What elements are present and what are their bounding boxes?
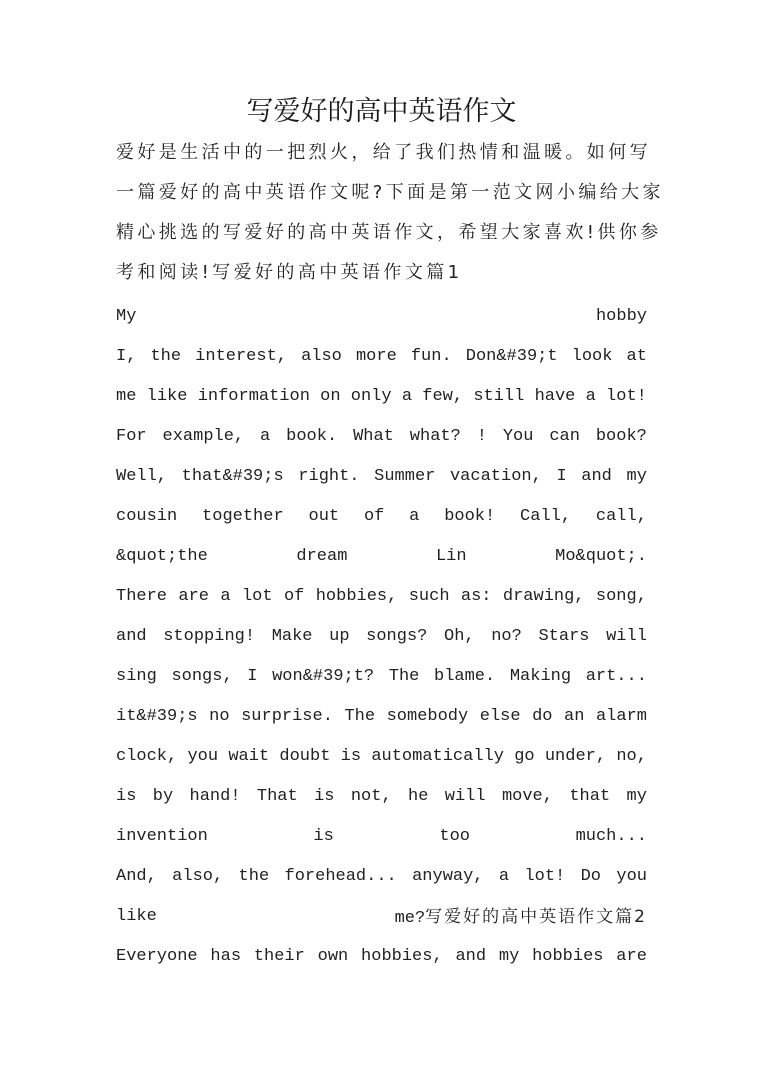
- word: me: [116, 387, 137, 406]
- word: has: [210, 947, 242, 966]
- word: have: [534, 387, 576, 406]
- word: together: [202, 507, 284, 526]
- word: That: [256, 787, 298, 806]
- word: much...: [575, 827, 647, 846]
- word: hobbies: [532, 947, 604, 966]
- word: Making: [509, 667, 572, 686]
- word: my: [626, 787, 647, 806]
- word: Do: [580, 867, 602, 886]
- word: also: [301, 347, 342, 366]
- essay-line: [116, 417, 647, 457]
- word: drawing,: [502, 587, 585, 606]
- word: song,: [595, 587, 647, 606]
- word: my: [626, 467, 647, 486]
- word: will: [444, 787, 486, 806]
- essay-line: [116, 457, 647, 497]
- word: as:: [460, 587, 492, 606]
- word: can: [549, 427, 580, 446]
- word: clock,: [116, 747, 178, 766]
- essay-2-heading-line: [116, 897, 647, 937]
- essay-2-heading: [395, 897, 647, 937]
- word: fun.: [410, 347, 452, 366]
- essay-line: [116, 617, 647, 657]
- word: blame.: [434, 667, 496, 686]
- essay-line: [116, 737, 647, 777]
- word: up: [329, 627, 350, 646]
- word: only: [350, 387, 392, 406]
- word: like: [146, 387, 188, 406]
- word: lot: [241, 587, 273, 606]
- word: automatically: [371, 747, 504, 766]
- word: example,: [162, 427, 245, 446]
- essay-line: [116, 657, 647, 697]
- word: a: [220, 587, 231, 606]
- word: is: [340, 747, 362, 766]
- word: too: [439, 827, 470, 846]
- word: interest,: [195, 347, 287, 366]
- word: also,: [172, 867, 224, 886]
- word: more: [355, 347, 397, 366]
- word: There: [116, 587, 168, 606]
- word: you: [616, 867, 647, 886]
- word: the: [238, 867, 270, 886]
- word: What: [353, 427, 394, 446]
- word: sing: [116, 667, 157, 686]
- word: few,: [422, 387, 464, 406]
- word: book?: [595, 427, 647, 446]
- word: right.: [298, 467, 360, 486]
- word: surprise.: [241, 707, 333, 726]
- word: Everyone: [116, 947, 198, 966]
- word: won&#39;t?: [272, 667, 375, 686]
- essay-line: [116, 297, 647, 337]
- word: hand!: [189, 787, 241, 806]
- intro-line: 考和阅读!写爱好的高中英语作文篇1: [116, 262, 463, 283]
- word: somebody: [386, 707, 469, 726]
- essay-line: [116, 497, 647, 537]
- word: dream: [296, 547, 348, 566]
- word: still: [473, 387, 525, 406]
- word: hobbies,: [361, 947, 443, 966]
- word: it&#39;s: [116, 707, 198, 726]
- word: hobbies,: [315, 587, 398, 606]
- word: cousin: [116, 507, 178, 526]
- word: is: [116, 787, 137, 806]
- word: what?: [409, 427, 461, 446]
- word: &quot;the: [116, 547, 208, 566]
- word: I: [247, 667, 258, 686]
- word: forehead...: [284, 867, 397, 886]
- word: no,: [616, 747, 647, 766]
- word: information: [197, 387, 310, 406]
- word: no: [209, 707, 230, 726]
- word: of: [363, 507, 385, 526]
- word: like: [116, 907, 157, 926]
- word: look: [571, 347, 613, 366]
- essay-line: [116, 937, 647, 977]
- essay-line: [116, 697, 647, 737]
- word: under,: [544, 747, 607, 766]
- word: songs,: [171, 667, 233, 686]
- word: of: [283, 587, 305, 606]
- word: Mo&quot;.: [555, 547, 647, 566]
- word: vacation,: [449, 467, 542, 486]
- word: call,: [595, 507, 647, 526]
- word: such: [408, 587, 450, 606]
- word: stopping!: [163, 627, 256, 646]
- word: go: [514, 747, 535, 766]
- document-title: 写爱好的高中英语作文: [246, 96, 517, 127]
- word: out: [308, 507, 340, 526]
- essay-line: [116, 817, 647, 857]
- word: I: [556, 467, 567, 486]
- word: a: [585, 387, 596, 406]
- word: an: [564, 707, 585, 726]
- essay-line: [116, 777, 647, 817]
- word: Lin: [435, 547, 467, 566]
- word: book.: [286, 427, 338, 446]
- word: the: [150, 347, 182, 366]
- word: book!: [444, 507, 496, 526]
- word: at: [626, 347, 647, 366]
- word: Well,: [116, 467, 168, 486]
- word: alarm: [595, 707, 647, 726]
- word: lot!: [606, 387, 647, 406]
- word: you: [187, 747, 219, 766]
- word: Oh,: [444, 627, 475, 646]
- word: invention: [116, 827, 208, 846]
- word: their: [253, 947, 305, 966]
- word: on: [320, 387, 341, 406]
- word: For: [116, 427, 147, 446]
- word: do: [532, 707, 553, 726]
- word: Summer: [374, 467, 436, 486]
- essay-line: [116, 337, 647, 377]
- word: And,: [116, 867, 157, 886]
- word: no?: [491, 627, 522, 646]
- word: hobby: [595, 307, 647, 326]
- word: songs?: [366, 627, 428, 646]
- word: by: [152, 787, 174, 806]
- word: You: [502, 427, 534, 446]
- word: a: [409, 507, 420, 526]
- word: and: [455, 947, 487, 966]
- word: he: [408, 787, 429, 806]
- word: own: [317, 947, 349, 966]
- word: My: [116, 307, 137, 326]
- word: is: [314, 787, 335, 806]
- essay-line: [116, 577, 647, 617]
- word: anyway,: [412, 867, 484, 886]
- word: that&#39;s: [181, 467, 284, 486]
- word: Make: [271, 627, 313, 646]
- word: Don&#39;t: [465, 347, 558, 366]
- intro-line: 一篇爱好的高中英语作文呢?下面是第一范文网小编给大家: [116, 182, 664, 203]
- word: move,: [501, 787, 553, 806]
- essay-2-heading-text: 写爱好的高中英语作文篇2: [425, 907, 647, 927]
- word: I,: [116, 347, 137, 366]
- word: are: [178, 587, 209, 606]
- word: and: [116, 627, 147, 646]
- word: !: [476, 427, 487, 446]
- word: a: [498, 867, 510, 886]
- word: else: [479, 707, 521, 726]
- word: art...: [585, 667, 647, 686]
- word: a: [260, 427, 271, 446]
- word: wait: [228, 747, 270, 766]
- word: a: [401, 387, 413, 406]
- word: are: [616, 947, 647, 966]
- essay-line: [116, 537, 647, 577]
- essay-line: [116, 857, 647, 897]
- word: will: [606, 627, 647, 646]
- word: that: [569, 787, 611, 806]
- intro-line: 爱好是生活中的一把烈火，给了我们热情和温暖。如何写: [116, 142, 651, 163]
- word: not,: [350, 787, 392, 806]
- word: lot!: [524, 867, 566, 886]
- word: Call,: [520, 507, 572, 526]
- word: and: [581, 467, 612, 486]
- intro-line: 精心挑选的写爱好的高中英语作文，希望大家喜欢!供你参: [116, 222, 662, 243]
- word: is: [313, 827, 334, 846]
- word: Stars: [538, 627, 590, 646]
- word: my: [498, 947, 520, 966]
- essay-line: [116, 377, 647, 417]
- word: The: [388, 667, 420, 686]
- word: The: [344, 707, 376, 726]
- word: me?: [394, 909, 426, 928]
- word: doubt: [279, 747, 331, 766]
